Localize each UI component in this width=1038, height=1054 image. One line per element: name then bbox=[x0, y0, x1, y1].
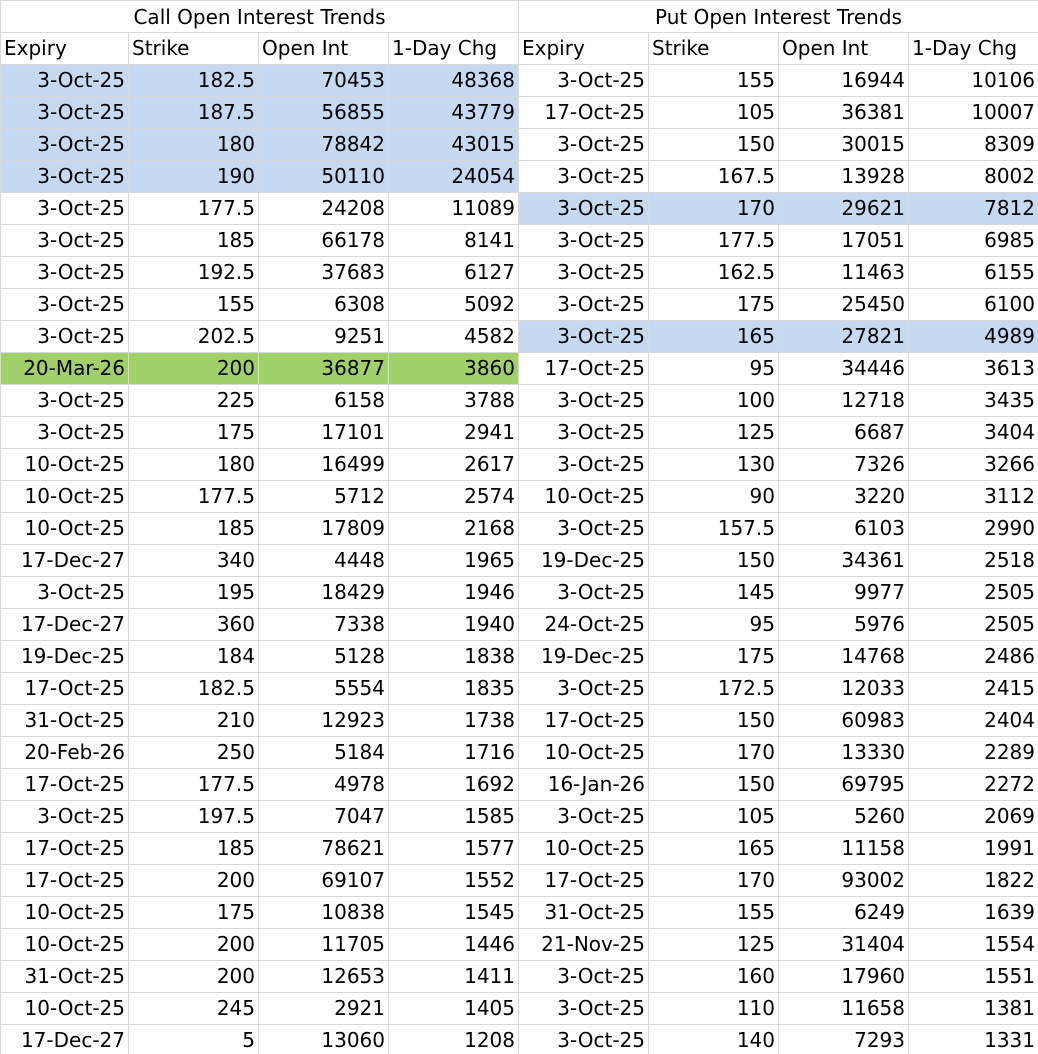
call-1-day-chg-cell[interactable]: 6127 bbox=[389, 257, 519, 289]
table-row bbox=[1, 577, 1038, 609]
call-1-day-chg-cell[interactable]: 3788 bbox=[389, 385, 519, 417]
put-header-1-day-chg[interactable]: 1-Day Chg bbox=[909, 33, 1038, 65]
table-row bbox=[1, 993, 1038, 1025]
call-strike-cell[interactable]: 182.5 bbox=[129, 673, 259, 705]
put-1-day-chg-cell[interactable]: 2505 bbox=[909, 609, 1038, 641]
put-open-int-cell[interactable]: 17960 bbox=[779, 961, 909, 993]
put-strike-cell[interactable]: 140 bbox=[649, 1025, 779, 1054]
call-expiry-cell[interactable]: 3-Oct-25 bbox=[1, 577, 129, 609]
call-expiry-cell[interactable]: 3-Oct-25 bbox=[1, 225, 129, 257]
call-expiry-cell[interactable]: 3-Oct-25 bbox=[1, 193, 129, 225]
table-row bbox=[1, 65, 1038, 97]
put-1-day-chg-cell[interactable]: 8309 bbox=[909, 129, 1038, 161]
call-expiry-cell[interactable]: 17-Oct-25 bbox=[1, 865, 129, 897]
call-open-int-cell[interactable]: 5128 bbox=[259, 641, 389, 673]
call-strike-cell[interactable]: 5 bbox=[129, 1025, 259, 1054]
table-row bbox=[1, 353, 1038, 385]
call-header-strike[interactable]: Strike bbox=[129, 33, 259, 65]
call-open-int-cell[interactable]: 70453 bbox=[259, 65, 389, 97]
call-open-int-cell[interactable]: 56855 bbox=[259, 97, 389, 129]
put-1-day-chg-cell[interactable]: 1551 bbox=[909, 961, 1038, 993]
table-row bbox=[1, 609, 1038, 641]
call-header-1-day-chg[interactable]: 1-Day Chg bbox=[389, 33, 519, 65]
table-row bbox=[1, 961, 1038, 993]
call-1-day-chg-cell[interactable]: 1585 bbox=[389, 801, 519, 833]
table-row bbox=[1, 449, 1038, 481]
call-1-day-chg-cell[interactable]: 1545 bbox=[389, 897, 519, 929]
put-expiry-cell[interactable]: 3-Oct-25 bbox=[519, 225, 649, 257]
call-1-day-chg-cell[interactable]: 1446 bbox=[389, 929, 519, 961]
put-1-day-chg-cell[interactable]: 7812 bbox=[909, 193, 1038, 225]
put-strike-cell[interactable]: 155 bbox=[649, 65, 779, 97]
put-1-day-chg-cell[interactable]: 3266 bbox=[909, 449, 1038, 481]
call-table-title[interactable]: Call Open Interest Trends bbox=[1, 1, 519, 33]
call-1-day-chg-cell[interactable]: 8141 bbox=[389, 225, 519, 257]
call-strike-cell[interactable]: 360 bbox=[129, 609, 259, 641]
put-open-int-cell[interactable]: 11463 bbox=[779, 257, 909, 289]
call-strike-cell[interactable]: 200 bbox=[129, 353, 259, 385]
call-strike-cell[interactable]: 210 bbox=[129, 705, 259, 737]
put-expiry-cell[interactable]: 17-Oct-25 bbox=[519, 97, 649, 129]
put-expiry-cell[interactable]: 10-Oct-25 bbox=[519, 481, 649, 513]
put-open-int-cell[interactable]: 3220 bbox=[779, 481, 909, 513]
call-open-int-cell[interactable]: 17101 bbox=[259, 417, 389, 449]
call-expiry-cell[interactable]: 10-Oct-25 bbox=[1, 929, 129, 961]
put-1-day-chg-cell[interactable]: 2415 bbox=[909, 673, 1038, 705]
put-expiry-cell[interactable]: 17-Oct-25 bbox=[519, 865, 649, 897]
put-expiry-cell[interactable]: 3-Oct-25 bbox=[519, 417, 649, 449]
put-strike-cell[interactable]: 165 bbox=[649, 321, 779, 353]
put-strike-cell[interactable]: 150 bbox=[649, 705, 779, 737]
table-body bbox=[1, 65, 1038, 1054]
table-row bbox=[1, 129, 1038, 161]
call-strike-cell[interactable]: 225 bbox=[129, 385, 259, 417]
put-open-int-cell[interactable]: 31404 bbox=[779, 929, 909, 961]
put-open-int-cell[interactable]: 5976 bbox=[779, 609, 909, 641]
call-expiry-cell[interactable]: 17-Dec-27 bbox=[1, 1025, 129, 1054]
table-row bbox=[1, 481, 1038, 513]
put-1-day-chg-cell[interactable]: 1381 bbox=[909, 993, 1038, 1025]
call-1-day-chg-cell[interactable]: 1838 bbox=[389, 641, 519, 673]
put-expiry-cell[interactable]: 3-Oct-25 bbox=[519, 673, 649, 705]
table-row bbox=[1, 897, 1038, 929]
call-open-int-cell[interactable]: 18429 bbox=[259, 577, 389, 609]
put-expiry-cell[interactable]: 3-Oct-25 bbox=[519, 801, 649, 833]
call-open-int-cell[interactable]: 37683 bbox=[259, 257, 389, 289]
put-strike-cell[interactable]: 155 bbox=[649, 897, 779, 929]
put-open-int-cell[interactable]: 5260 bbox=[779, 801, 909, 833]
call-expiry-cell[interactable]: 17-Dec-27 bbox=[1, 609, 129, 641]
put-open-int-cell[interactable]: 30015 bbox=[779, 129, 909, 161]
call-strike-cell[interactable]: 182.5 bbox=[129, 65, 259, 97]
call-open-int-cell[interactable]: 7338 bbox=[259, 609, 389, 641]
call-open-int-cell[interactable]: 36877 bbox=[259, 353, 389, 385]
put-strike-cell[interactable]: 157.5 bbox=[649, 513, 779, 545]
table-row bbox=[1, 289, 1038, 321]
call-expiry-cell[interactable]: 31-Oct-25 bbox=[1, 961, 129, 993]
put-strike-cell[interactable]: 170 bbox=[649, 865, 779, 897]
call-expiry-cell[interactable]: 17-Dec-27 bbox=[1, 545, 129, 577]
call-strike-cell[interactable]: 200 bbox=[129, 865, 259, 897]
call-1-day-chg-cell[interactable]: 11089 bbox=[389, 193, 519, 225]
put-1-day-chg-cell[interactable]: 3613 bbox=[909, 353, 1038, 385]
call-open-int-cell[interactable]: 13060 bbox=[259, 1025, 389, 1054]
put-1-day-chg-cell[interactable]: 2289 bbox=[909, 737, 1038, 769]
put-strike-cell[interactable]: 130 bbox=[649, 449, 779, 481]
call-strike-cell[interactable]: 340 bbox=[129, 545, 259, 577]
put-strike-cell[interactable]: 150 bbox=[649, 769, 779, 801]
call-expiry-cell[interactable]: 17-Oct-25 bbox=[1, 769, 129, 801]
put-open-int-cell[interactable]: 9977 bbox=[779, 577, 909, 609]
call-expiry-cell[interactable]: 3-Oct-25 bbox=[1, 257, 129, 289]
call-1-day-chg-cell[interactable]: 5092 bbox=[389, 289, 519, 321]
call-1-day-chg-cell[interactable]: 1577 bbox=[389, 833, 519, 865]
put-1-day-chg-cell[interactable]: 8002 bbox=[909, 161, 1038, 193]
call-expiry-cell[interactable]: 17-Oct-25 bbox=[1, 673, 129, 705]
put-expiry-cell[interactable]: 19-Dec-25 bbox=[519, 641, 649, 673]
put-expiry-cell[interactable]: 3-Oct-25 bbox=[519, 1025, 649, 1054]
call-open-int-cell[interactable]: 9251 bbox=[259, 321, 389, 353]
call-open-int-cell[interactable]: 12653 bbox=[259, 961, 389, 993]
put-1-day-chg-cell[interactable]: 1331 bbox=[909, 1025, 1038, 1054]
put-1-day-chg-cell[interactable]: 3435 bbox=[909, 385, 1038, 417]
call-expiry-cell[interactable]: 17-Oct-25 bbox=[1, 833, 129, 865]
put-open-int-cell[interactable]: 6249 bbox=[779, 897, 909, 929]
call-strike-cell[interactable]: 245 bbox=[129, 993, 259, 1025]
put-expiry-cell[interactable]: 3-Oct-25 bbox=[519, 961, 649, 993]
put-strike-cell[interactable]: 175 bbox=[649, 641, 779, 673]
put-open-int-cell[interactable]: 12033 bbox=[779, 673, 909, 705]
call-expiry-cell[interactable]: 10-Oct-25 bbox=[1, 513, 129, 545]
call-1-day-chg-cell[interactable]: 48368 bbox=[389, 65, 519, 97]
put-expiry-cell[interactable]: 3-Oct-25 bbox=[519, 513, 649, 545]
call-open-int-cell[interactable]: 4448 bbox=[259, 545, 389, 577]
put-1-day-chg-cell[interactable]: 2518 bbox=[909, 545, 1038, 577]
table-row bbox=[1, 737, 1038, 769]
put-1-day-chg-cell[interactable]: 1639 bbox=[909, 897, 1038, 929]
table-row bbox=[1, 801, 1038, 833]
put-expiry-cell[interactable]: 19-Dec-25 bbox=[519, 545, 649, 577]
call-strike-cell[interactable]: 175 bbox=[129, 417, 259, 449]
put-strike-cell[interactable]: 100 bbox=[649, 385, 779, 417]
put-expiry-cell[interactable]: 3-Oct-25 bbox=[519, 993, 649, 1025]
call-header-open-int[interactable]: Open Int bbox=[259, 33, 389, 65]
put-expiry-cell[interactable]: 3-Oct-25 bbox=[519, 321, 649, 353]
call-1-day-chg-cell[interactable]: 2168 bbox=[389, 513, 519, 545]
call-open-int-cell[interactable]: 2921 bbox=[259, 993, 389, 1025]
put-open-int-cell[interactable]: 6103 bbox=[779, 513, 909, 545]
call-1-day-chg-cell[interactable]: 1946 bbox=[389, 577, 519, 609]
call-open-int-cell[interactable]: 6158 bbox=[259, 385, 389, 417]
put-table-title[interactable]: Put Open Interest Trends bbox=[519, 1, 1038, 33]
call-open-int-cell[interactable]: 78842 bbox=[259, 129, 389, 161]
put-expiry-cell[interactable]: 24-Oct-25 bbox=[519, 609, 649, 641]
table-row bbox=[1, 161, 1038, 193]
put-1-day-chg-cell[interactable]: 3112 bbox=[909, 481, 1038, 513]
put-open-int-cell[interactable]: 17051 bbox=[779, 225, 909, 257]
call-1-day-chg-cell[interactable]: 43015 bbox=[389, 129, 519, 161]
call-1-day-chg-cell[interactable]: 43779 bbox=[389, 97, 519, 129]
call-strike-cell[interactable]: 250 bbox=[129, 737, 259, 769]
call-strike-cell[interactable]: 177.5 bbox=[129, 769, 259, 801]
call-expiry-cell[interactable]: 3-Oct-25 bbox=[1, 321, 129, 353]
put-header-open-int[interactable]: Open Int bbox=[779, 33, 909, 65]
put-expiry-cell[interactable]: 3-Oct-25 bbox=[519, 385, 649, 417]
call-expiry-cell[interactable]: 31-Oct-25 bbox=[1, 705, 129, 737]
table-row bbox=[1, 417, 1038, 449]
call-open-int-cell[interactable]: 12923 bbox=[259, 705, 389, 737]
put-open-int-cell[interactable]: 16944 bbox=[779, 65, 909, 97]
call-strike-cell[interactable]: 185 bbox=[129, 225, 259, 257]
put-strike-cell[interactable]: 125 bbox=[649, 929, 779, 961]
put-strike-cell[interactable]: 150 bbox=[649, 129, 779, 161]
call-strike-cell[interactable]: 180 bbox=[129, 129, 259, 161]
call-open-int-cell[interactable]: 24208 bbox=[259, 193, 389, 225]
call-expiry-cell[interactable]: 3-Oct-25 bbox=[1, 385, 129, 417]
call-open-int-cell[interactable]: 4978 bbox=[259, 769, 389, 801]
call-1-day-chg-cell[interactable]: 1965 bbox=[389, 545, 519, 577]
call-expiry-cell[interactable]: 20-Feb-26 bbox=[1, 737, 129, 769]
call-1-day-chg-cell[interactable]: 1411 bbox=[389, 961, 519, 993]
put-expiry-cell[interactable]: 17-Oct-25 bbox=[519, 353, 649, 385]
call-expiry-cell[interactable]: 3-Oct-25 bbox=[1, 129, 129, 161]
put-header-strike[interactable]: Strike bbox=[649, 33, 779, 65]
put-open-int-cell[interactable]: 13330 bbox=[779, 737, 909, 769]
table-row bbox=[1, 225, 1038, 257]
call-strike-cell[interactable]: 177.5 bbox=[129, 481, 259, 513]
call-expiry-cell[interactable]: 10-Oct-25 bbox=[1, 481, 129, 513]
call-1-day-chg-cell[interactable]: 1835 bbox=[389, 673, 519, 705]
put-open-int-cell[interactable]: 7293 bbox=[779, 1025, 909, 1054]
call-strike-cell[interactable]: 180 bbox=[129, 449, 259, 481]
put-open-int-cell[interactable]: 36381 bbox=[779, 97, 909, 129]
put-strike-cell[interactable]: 172.5 bbox=[649, 673, 779, 705]
put-open-int-cell[interactable]: 69795 bbox=[779, 769, 909, 801]
put-expiry-cell[interactable]: 3-Oct-25 bbox=[519, 193, 649, 225]
call-1-day-chg-cell[interactable]: 24054 bbox=[389, 161, 519, 193]
put-expiry-cell[interactable]: 3-Oct-25 bbox=[519, 161, 649, 193]
call-open-int-cell[interactable]: 7047 bbox=[259, 801, 389, 833]
call-strike-cell[interactable]: 155 bbox=[129, 289, 259, 321]
call-1-day-chg-cell[interactable]: 1716 bbox=[389, 737, 519, 769]
put-1-day-chg-cell[interactable]: 2272 bbox=[909, 769, 1038, 801]
call-open-int-cell[interactable]: 78621 bbox=[259, 833, 389, 865]
call-strike-cell[interactable]: 200 bbox=[129, 929, 259, 961]
call-1-day-chg-cell[interactable]: 2941 bbox=[389, 417, 519, 449]
put-expiry-cell[interactable]: 3-Oct-25 bbox=[519, 129, 649, 161]
call-expiry-cell[interactable]: 3-Oct-25 bbox=[1, 97, 129, 129]
call-open-int-cell[interactable]: 17809 bbox=[259, 513, 389, 545]
call-open-int-cell[interactable]: 6308 bbox=[259, 289, 389, 321]
put-strike-cell[interactable]: 150 bbox=[649, 545, 779, 577]
put-1-day-chg-cell[interactable]: 10106 bbox=[909, 65, 1038, 97]
put-open-int-cell[interactable]: 93002 bbox=[779, 865, 909, 897]
call-expiry-cell[interactable]: 3-Oct-25 bbox=[1, 65, 129, 97]
put-strike-cell[interactable]: 162.5 bbox=[649, 257, 779, 289]
call-expiry-cell[interactable]: 3-Oct-25 bbox=[1, 161, 129, 193]
put-open-int-cell[interactable]: 11658 bbox=[779, 993, 909, 1025]
put-strike-cell[interactable]: 167.5 bbox=[649, 161, 779, 193]
put-open-int-cell[interactable]: 6687 bbox=[779, 417, 909, 449]
call-strike-cell[interactable]: 197.5 bbox=[129, 801, 259, 833]
call-strike-cell[interactable]: 187.5 bbox=[129, 97, 259, 129]
put-open-int-cell[interactable]: 60983 bbox=[779, 705, 909, 737]
put-strike-cell[interactable]: 95 bbox=[649, 353, 779, 385]
call-open-int-cell[interactable]: 10838 bbox=[259, 897, 389, 929]
table-row bbox=[1, 321, 1038, 353]
call-expiry-cell[interactable]: 10-Oct-25 bbox=[1, 993, 129, 1025]
put-1-day-chg-cell[interactable]: 2069 bbox=[909, 801, 1038, 833]
header-row bbox=[1, 33, 1038, 65]
put-1-day-chg-cell[interactable]: 1991 bbox=[909, 833, 1038, 865]
call-strike-cell[interactable]: 202.5 bbox=[129, 321, 259, 353]
put-open-int-cell[interactable]: 14768 bbox=[779, 641, 909, 673]
table-row bbox=[1, 513, 1038, 545]
put-expiry-cell[interactable]: 3-Oct-25 bbox=[519, 65, 649, 97]
call-open-int-cell[interactable]: 50110 bbox=[259, 161, 389, 193]
put-strike-cell[interactable]: 90 bbox=[649, 481, 779, 513]
put-strike-cell[interactable]: 125 bbox=[649, 417, 779, 449]
table-row bbox=[1, 705, 1038, 737]
put-1-day-chg-cell[interactable]: 6985 bbox=[909, 225, 1038, 257]
put-strike-cell[interactable]: 105 bbox=[649, 801, 779, 833]
put-open-int-cell[interactable]: 12718 bbox=[779, 385, 909, 417]
call-open-int-cell[interactable]: 66178 bbox=[259, 225, 389, 257]
put-expiry-cell[interactable]: 3-Oct-25 bbox=[519, 289, 649, 321]
call-expiry-cell[interactable]: 3-Oct-25 bbox=[1, 289, 129, 321]
call-1-day-chg-cell[interactable]: 1405 bbox=[389, 993, 519, 1025]
call-open-int-cell[interactable]: 11705 bbox=[259, 929, 389, 961]
call-expiry-cell[interactable]: 10-Oct-25 bbox=[1, 897, 129, 929]
put-expiry-cell[interactable]: 17-Oct-25 bbox=[519, 705, 649, 737]
call-1-day-chg-cell[interactable]: 1738 bbox=[389, 705, 519, 737]
title-row bbox=[1, 1, 1038, 33]
call-open-int-cell[interactable]: 5554 bbox=[259, 673, 389, 705]
call-strike-cell[interactable]: 185 bbox=[129, 833, 259, 865]
call-1-day-chg-cell[interactable]: 3860 bbox=[389, 353, 519, 385]
table-row bbox=[1, 641, 1038, 673]
put-open-int-cell[interactable]: 25450 bbox=[779, 289, 909, 321]
table-row bbox=[1, 673, 1038, 705]
call-open-int-cell[interactable]: 16499 bbox=[259, 449, 389, 481]
call-1-day-chg-cell[interactable]: 1940 bbox=[389, 609, 519, 641]
put-open-int-cell[interactable]: 13928 bbox=[779, 161, 909, 193]
table-row bbox=[1, 833, 1038, 865]
put-open-int-cell[interactable]: 34361 bbox=[779, 545, 909, 577]
put-strike-cell[interactable]: 175 bbox=[649, 289, 779, 321]
put-header-expiry[interactable]: Expiry bbox=[519, 33, 649, 65]
call-open-int-cell[interactable]: 5184 bbox=[259, 737, 389, 769]
put-expiry-cell[interactable]: 3-Oct-25 bbox=[519, 449, 649, 481]
put-1-day-chg-cell[interactable]: 1822 bbox=[909, 865, 1038, 897]
put-1-day-chg-cell[interactable]: 2404 bbox=[909, 705, 1038, 737]
call-strike-cell[interactable]: 195 bbox=[129, 577, 259, 609]
put-strike-cell[interactable]: 177.5 bbox=[649, 225, 779, 257]
put-open-int-cell[interactable]: 29621 bbox=[779, 193, 909, 225]
table-row bbox=[1, 545, 1038, 577]
put-1-day-chg-cell[interactable]: 2486 bbox=[909, 641, 1038, 673]
put-open-int-cell[interactable]: 34446 bbox=[779, 353, 909, 385]
call-1-day-chg-cell[interactable]: 1692 bbox=[389, 769, 519, 801]
put-expiry-cell[interactable]: 16-Jan-26 bbox=[519, 769, 649, 801]
put-strike-cell[interactable]: 145 bbox=[649, 577, 779, 609]
put-strike-cell[interactable]: 160 bbox=[649, 961, 779, 993]
call-strike-cell[interactable]: 184 bbox=[129, 641, 259, 673]
call-open-int-cell[interactable]: 5712 bbox=[259, 481, 389, 513]
put-1-day-chg-cell[interactable]: 6100 bbox=[909, 289, 1038, 321]
call-expiry-cell[interactable]: 3-Oct-25 bbox=[1, 801, 129, 833]
table-row bbox=[1, 97, 1038, 129]
table-row bbox=[1, 193, 1038, 225]
put-expiry-cell[interactable]: 3-Oct-25 bbox=[519, 257, 649, 289]
put-open-int-cell[interactable]: 27821 bbox=[779, 321, 909, 353]
table-row bbox=[1, 385, 1038, 417]
put-1-day-chg-cell[interactable]: 10007 bbox=[909, 97, 1038, 129]
put-expiry-cell[interactable]: 31-Oct-25 bbox=[519, 897, 649, 929]
call-expiry-cell[interactable]: 10-Oct-25 bbox=[1, 449, 129, 481]
put-strike-cell[interactable]: 95 bbox=[649, 609, 779, 641]
call-1-day-chg-cell[interactable]: 2617 bbox=[389, 449, 519, 481]
call-strike-cell[interactable]: 177.5 bbox=[129, 193, 259, 225]
table-row bbox=[1, 257, 1038, 289]
call-open-int-cell[interactable]: 69107 bbox=[259, 865, 389, 897]
put-expiry-cell[interactable]: 10-Oct-25 bbox=[519, 737, 649, 769]
call-expiry-cell[interactable]: 19-Dec-25 bbox=[1, 641, 129, 673]
table-row bbox=[1, 769, 1038, 801]
put-strike-cell[interactable]: 110 bbox=[649, 993, 779, 1025]
call-expiry-cell[interactable]: 20-Mar-26 bbox=[1, 353, 129, 385]
put-expiry-cell[interactable]: 3-Oct-25 bbox=[519, 577, 649, 609]
put-open-int-cell[interactable]: 7326 bbox=[779, 449, 909, 481]
call-strike-cell[interactable]: 185 bbox=[129, 513, 259, 545]
put-1-day-chg-cell[interactable]: 3404 bbox=[909, 417, 1038, 449]
call-expiry-cell[interactable]: 3-Oct-25 bbox=[1, 417, 129, 449]
call-strike-cell[interactable]: 175 bbox=[129, 897, 259, 929]
call-1-day-chg-cell[interactable]: 1552 bbox=[389, 865, 519, 897]
call-1-day-chg-cell[interactable]: 4582 bbox=[389, 321, 519, 353]
call-strike-cell[interactable]: 200 bbox=[129, 961, 259, 993]
call-strike-cell[interactable]: 192.5 bbox=[129, 257, 259, 289]
table-row bbox=[1, 929, 1038, 961]
put-expiry-cell[interactable]: 21-Nov-25 bbox=[519, 929, 649, 961]
put-1-day-chg-cell[interactable]: 1554 bbox=[909, 929, 1038, 961]
call-strike-cell[interactable]: 190 bbox=[129, 161, 259, 193]
put-1-day-chg-cell[interactable]: 6155 bbox=[909, 257, 1038, 289]
put-strike-cell[interactable]: 170 bbox=[649, 193, 779, 225]
call-1-day-chg-cell[interactable]: 1208 bbox=[389, 1025, 519, 1054]
put-1-day-chg-cell[interactable]: 2990 bbox=[909, 513, 1038, 545]
put-open-int-cell[interactable]: 11158 bbox=[779, 833, 909, 865]
put-expiry-cell[interactable]: 10-Oct-25 bbox=[519, 833, 649, 865]
put-strike-cell[interactable]: 170 bbox=[649, 737, 779, 769]
put-strike-cell[interactable]: 105 bbox=[649, 97, 779, 129]
call-header-expiry[interactable]: Expiry bbox=[1, 33, 129, 65]
put-strike-cell[interactable]: 165 bbox=[649, 833, 779, 865]
table-row bbox=[1, 865, 1038, 897]
put-1-day-chg-cell[interactable]: 2505 bbox=[909, 577, 1038, 609]
call-1-day-chg-cell[interactable]: 2574 bbox=[389, 481, 519, 513]
table-row bbox=[1, 1025, 1038, 1054]
put-1-day-chg-cell[interactable]: 4989 bbox=[909, 321, 1038, 353]
